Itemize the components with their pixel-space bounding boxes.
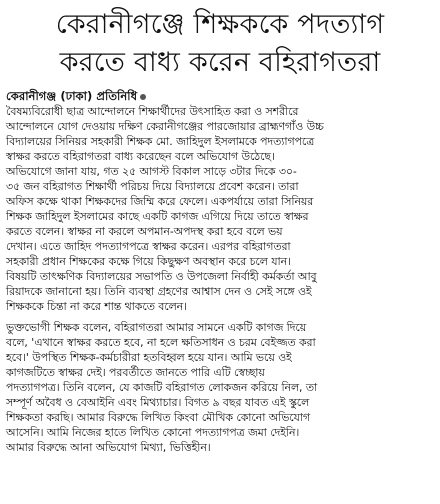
text-line: বৈষম্যবিরোধী ছাত্র আন্দোলনে শিক্ষার্থীদের উৎসাহিত করা ও সশরীরে [6,105,299,118]
text-line: বলে, 'এখানে স্বাক্ষর করতে হবে, না হলে ক্ষতিসাধন ও চরম বেইজ্জত করা [6,336,316,349]
bullet-icon [140,94,146,100]
text-line: আন্দোলনে যোগ দেওয়ায় দক্ষিণ কেরানীগঞ্জের পারজোয়ার ব্রাহ্মণগাঁও উচ্চ [6,120,324,133]
text-line: অফিস কক্ষে থাকা শিক্ষকদের জিম্মি করে ফেলে। একপর্যায়ে তারা সিনিয়র [6,195,314,208]
text-line: সম্পূর্ণ অবৈধ ও বেআইনি এবং মিথ্যাচার। বিগত ৯ বছর যাবত এই স্কুলে [6,396,310,409]
text-line: শিক্ষকতা করছি। আমার বিরুদ্ধে লিখিত কিংবা মৌখিক কোনো অভিযোগ [6,411,311,424]
headline-line-1: কেরানীগঞ্জে শিক্ষককে পদত্যাগ [55,9,385,40]
text-line: শিক্ষককে চিন্তা না করে শান্ত থাকতে বলেন। [6,300,187,313]
text-line: রিয়াদকে জানানো হয়। তিনি ব্যবস্থা গ্রহণের আশ্বাস দেন ও সেই সঙ্গে ওই [6,285,312,298]
text-line: ভুক্তভোগী শিক্ষক বলেন, বহিরাগতরা আমার সামনে একটি কাগজ দিয়ে [6,321,307,334]
article-body [0,104,440,455]
byline-text: কেরানীগঞ্জ (ঢাকা) প্রতিনিধি [6,89,138,103]
text-line: আমার বিরুদ্ধে আনা অভিযোগ মিথ্যা, ভিত্তিহীন। [6,441,211,454]
text-line: বিষয়টি তাৎক্ষণিক বিদ্যালয়ের সভাপতি ও উপজেলা নির্বাহী কর্মকর্তা আবু [6,270,317,283]
text-line: স্বাক্ষর করতে বহিরাগতরা বাধ্য করেছেন বলে অভিযোগ উঠেছে। [6,150,275,163]
byline [0,88,440,104]
text-line: করতে বলেন। স্বাক্ষর না করলে অপমান-অপদস্থ করা হবে বলে ভয় [6,225,283,238]
text-line: শিক্ষক জাহিদুল ইসলামের কাছে একটি কাগজ এগিয়ে দিয়ে তাতে স্বাক্ষর [6,210,309,223]
text-line: অভিযোগে জানা যায়, গত ২৫ আগস্ট বিকাল সাড়ে ৩টার দিকে ৩০- [6,165,297,178]
text-line: ৩৫ জন বহিরাগত শিক্ষার্থী পরিচয় দিয়ে বিদ্যালয়ে প্রবেশ করেন। তারা [6,180,299,193]
text-line: হবে।' উপস্থিত শিক্ষক-কর্মচারীরা হতবিহ্বল হয়ে যান। আমি ভয়ে ওই [6,351,292,364]
paragraph-2 [6,164,434,314]
paragraph-3 [6,320,434,455]
text-line: সহকারী প্রধান শিক্ষকের কক্ষে গিয়ে কিছুক্ষণ অবস্থান করে চলে যান। [6,255,291,268]
paragraph-1 [6,104,434,164]
text-line: কাগজটিতে স্বাক্ষর দেই। পরবর্তীতে জানতে পারি এটি স্বেচ্ছায় [6,366,265,379]
text-line: পদত্যাগপত্র। তিনি বলেন, যে কাজটি বহিরাগত লোকজন করিয়ে নিল, তা [6,381,318,394]
text-line: আসেনি। আমি নিজের হাতে লিখিত কোনো পদত্যাগপত্র জমা দেইনি। [6,426,300,439]
text-line: দেখান। এতে জাহিদ পদত্যাগপত্রে স্বাক্ষর করেন। এরপর বহিরাগতরা [6,240,291,253]
text-line: বিদ্যালয়ের সিনিয়র সহকারী শিক্ষক মো. জাহিদুল ইসলামকে পদত্যাগপত্রে [6,135,315,148]
headline [0,0,440,82]
headline-line-2: করতে বাধ্য করেন বহিরাগতরা [59,47,381,78]
